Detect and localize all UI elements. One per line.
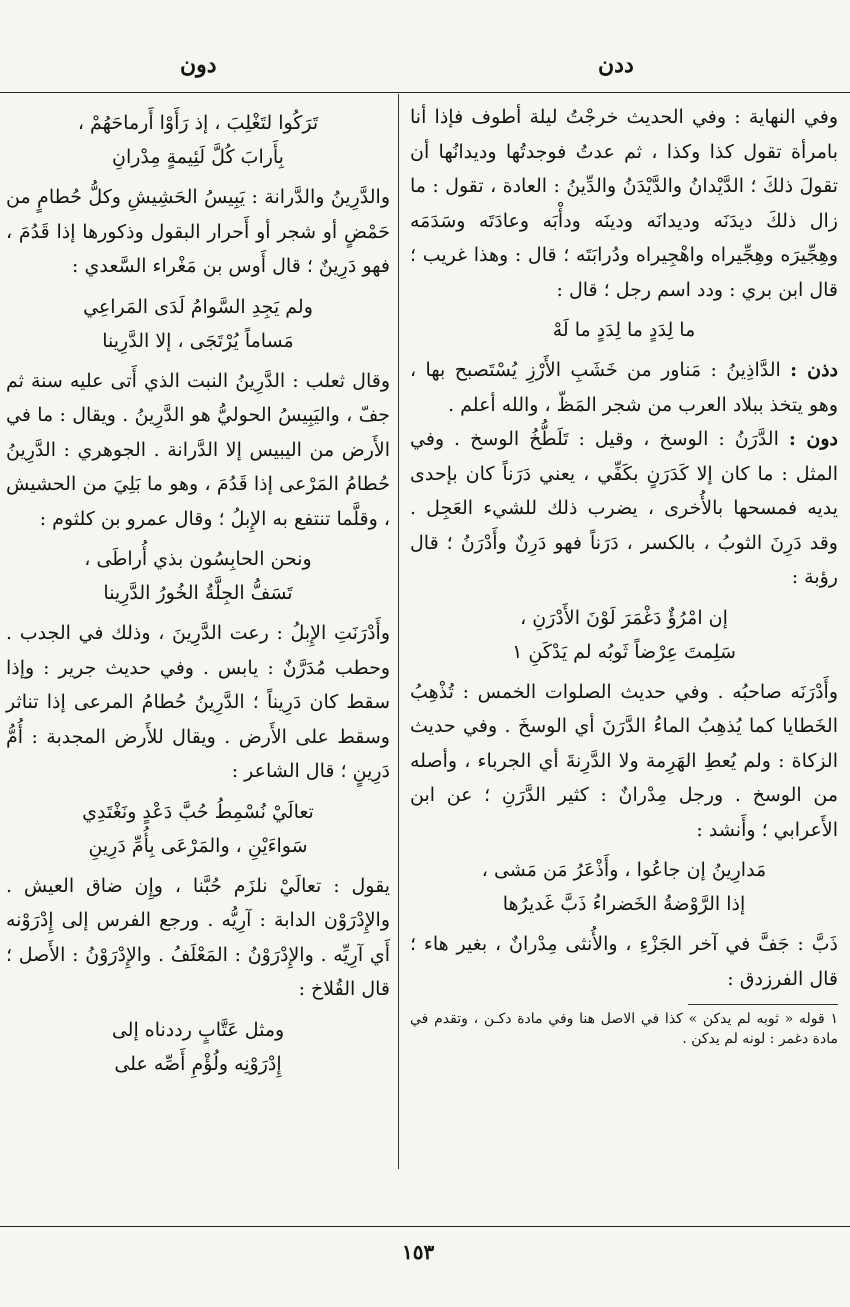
entry-text: الدَّاذِينُ : مَناور من خَشَبِ الأَرْزِ يُسْتَصبح بها ، وهو يتخذ ببلاد العرب من شجر المَظّ ، والله أعلم . (410, 359, 838, 416)
verse-line: بِأَرابَ كُلَّ لَئِيمةٍ مِدْرانِ (112, 146, 284, 168)
verse-madarin (410, 853, 838, 921)
verse-taalay (6, 795, 390, 863)
paragraph-adranat: وأَدْرَنَتِ الإِبلُ : رعت الدَّرِينَ ، وذلك في الجدب . وحطب مُدَرَّنٌ : يابس . وفي حديث جرير : وإذا سقط كان دَرِيناً ؛ الدَّرِينُ حُطامُ المرعى إذا تناثر وسقط على الأَرض . ويقال للأَرض المجدبة : أُمُّ دَرِينٍ ؛ قال الشاعر : (6, 622, 390, 782)
entry-dhdhn (410, 353, 838, 422)
verse-line: تَسَفُّ الجِلَّةُ الخُورُ الدَّرِينا (103, 582, 293, 604)
verse-amr (6, 542, 390, 610)
verse-line: تعالَيْ نُسْمِطُ حُبَّ دَعْدٍ ونَغْتَدِي (82, 800, 314, 823)
right-column (410, 100, 838, 1049)
verse-line: إذا الرَّوْضةُ الخَضراءُ ذَبَّ غَديرُها (502, 893, 746, 915)
paragraph-thalab: وقال ثعلب : الدَّرِينُ النبت الذي أَتى عليه سنة ثم جفّ ، واليَبِيسُ الحوليُّ هو الدَّرِينُ . ويقال : ما في الأَرض من اليبيس إلا الدَّرانة . الجوهري : الدَّرِينُ حُطامُ المَرْعى إذا قَدُمَ ، وهو ما بَلِيَ من الحشيش ، وقلَّما تنتفع به الإِبلُ ؛ وقال عمرو بن كلثوم : (6, 369, 390, 530)
paragraph-nihaya: وفي النهاية : وفي الحديث خرجْتُ ليلة أطوف فإذا أنا بامرأة تقول كذا وكذا ، ثم عدتُ فوجدتُها وديدانُها أن تقولَ ذلكَ ؛ الدَّيْدانُ والدَّيْدَنُ والدِّينُ : العادة ، تقول : ما زال ذلكَ ديدَنَه وديدانَه ودينَه ودأْبَه وعادَتَه وسَدَمَه وهِجِّيرَه وهِجِّيراه واهْجِيراه ودُرابَتَه ؛ قال : وهذا غريب ؛ قال ابن بري : ودد اسم رجل ؛ قال : (410, 106, 838, 301)
verse-line: إن امْرُؤٌ دَغْمَرَ لَوْنَ الأَدْرَنِ ، (520, 606, 728, 629)
verse-taraku (6, 106, 390, 174)
verse-line: ومثل عَتَّابٍ رددناه إلى (111, 1018, 285, 1041)
left-column (6, 100, 390, 1087)
paragraph-adranahu: وأَدْرَنَه صاحبُه . وفي حديث الصلوات الخمس : تُذْهِبُ الخَطايا كما يُذهِبُ الماءُ الدَّرَنَ أي الوسخَ . وفي حديث الزكاة : ولم يُعطِ الهَرِمة ولا الدَّرِنةَ أي الجرباء ، وأصله من الوسخ . ورجل مِدْرانٌ : كثير الدَّرَنِ ؛ عن ابن الأَعرابي ؛ وأَنشد : (410, 680, 838, 841)
entry-text: الدَّرَنُ : الوسخ ، وقيل : تَلَطُّخُ الوسخ . وفي المثل : ما كان إلا كَدَرَنٍ بكَفِّي ، يعني دَرَناً كان بإحدى يديه فمسحها بالأُخرى ، يضرب ذلك للشيء العَجِل . وقد دَرِنَ الثوبُ ، بالكسر ، دَرَناً فهو دَرِنٌ وأَدْرَنُ ؛ قال رؤبة : (410, 428, 838, 588)
verse-line: سَلِمتَ عِرْضاً ثَوبُه لم يَدْكَنِ ١ (512, 640, 736, 663)
page-header-right-word: ددن (598, 52, 634, 78)
verse-line: مَدارِينُ إن جاعُوا ، وأَذْعَرُ مَن مَشى ، (481, 859, 767, 881)
header-rule (0, 92, 850, 93)
entry-head: دذن : (790, 359, 839, 381)
page-header-left-word: دون (180, 52, 217, 78)
verse-line: ونحن الحابِسُون بذي أُراطَى ، (84, 548, 312, 570)
column-divider (398, 94, 399, 1169)
paragraph-idrawn: يقول : تعالَيْ نلزَم حُبَّنا ، وإِن ضاق العيش . والإِدْرَوْن الدابة : آرِيُّه . ورجع الفرس إلى إِدْرَوْنه أَي آرِيِّه . والإِدْرَوْنُ : المَعْلَفُ . والإِدْرَوْنُ : الأَصل ؛ قال القُلاخ : (6, 874, 390, 1000)
verse-line: تَرَكُوا لتَغْلِبَ ، إذ رَأَوْا أَرماحَهُمْ ، (77, 112, 319, 134)
verse-line: سَواءَيْنِ ، والمَرْعَى بِأُمِّ دَرِينِ (88, 834, 308, 857)
footnote: ١ قوله « ثوبه لم يدكن » كذا في الاصل هنا وفي مادة دكـن ، وتقدم في مادة دغمر : لونه لم يدكن . (410, 1011, 838, 1047)
footnote-rule (688, 1004, 838, 1005)
verse-dadd (410, 313, 838, 347)
verse-line: إِدْرَوْنِه ولُؤْمِ أَصِّه على (114, 1052, 282, 1075)
page-number: ١٥٣ (402, 1240, 435, 1264)
verse-attab (6, 1013, 390, 1081)
entry-head: دون : (788, 428, 838, 450)
verse-line: مَساماً يُرْتَجَى ، إلا الدَّرِينا (102, 329, 294, 352)
verse-line: ولم يَجِدِ السَّوامُ لَدَى المَراعِي (83, 295, 313, 318)
paragraph-dhabba: ذَبَّ : جَفَّ في آخر الجَزْءِ ، والأُنثى مِدْرانٌ ، بغير هاء ؛ قال الفرزدق : (410, 933, 838, 990)
verse-ruba (410, 601, 838, 669)
footer-rule (0, 1226, 850, 1227)
paragraph-darin: والدَّرِينُ والدَّرانة : يَبِيسُ الحَشِيشِ وكلُّ حُطامٍ من حَمْضٍ أو شجر أو أَحرار البقول وذكورها إذا قَدُمَ ، فهو دَرِينٌ ؛ قال أَوس بن مَغْراء السَّعدي : (6, 186, 390, 277)
entry-drn (410, 422, 838, 595)
verse-sawam (6, 290, 390, 358)
verse-line: ما لِدَدٍ ما لِدَدٍ ما لَهْ (552, 319, 696, 341)
